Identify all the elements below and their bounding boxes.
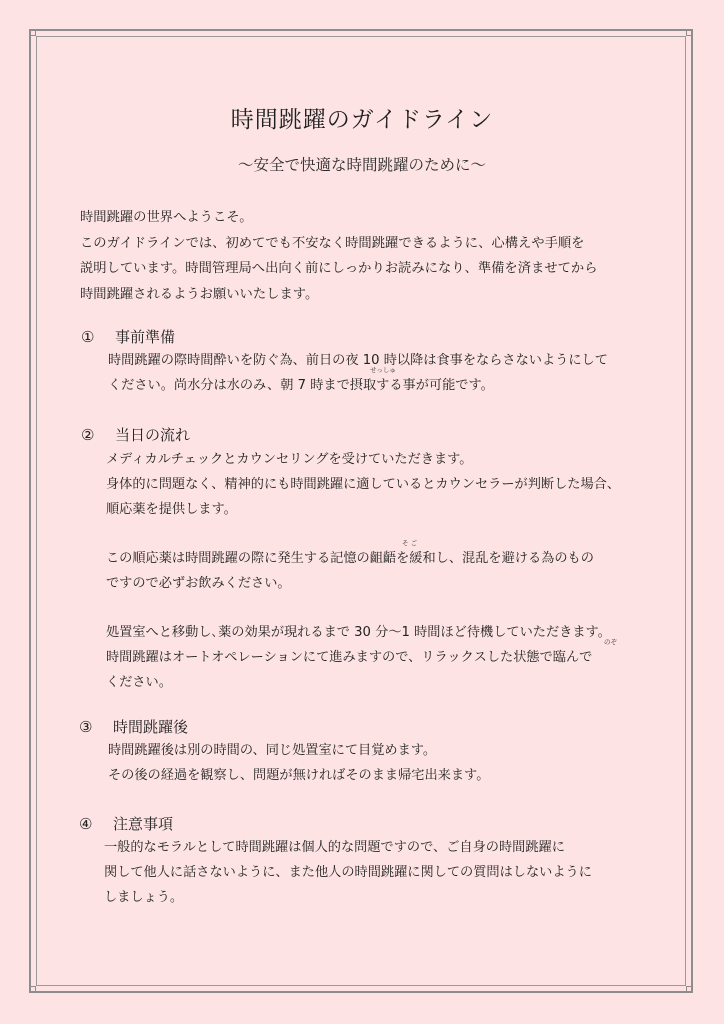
intro-line: 時間跳躍されるようお願いいたします。: [80, 286, 319, 302]
section-body-preparation: [108, 348, 688, 398]
body-line: その後の経過を観察し、問題が無ければそのまま帰宅出来ます。: [108, 768, 490, 783]
ruby-annotation: せっしゅ: [370, 366, 396, 374]
section-heading-after-jump: [79, 716, 188, 737]
body-line: 時間跳躍後は別の時間の、同じ処置室にて目覚めます。: [108, 743, 437, 758]
section-number: ④: [79, 815, 93, 833]
intro-line: 時間跳躍の世界へようこそ。: [80, 210, 253, 225]
intro-line: このガイドラインでは、初めてでも不安なく時間跳躍できるように、心構えや手順を: [80, 235, 585, 251]
section-title: 時間跳躍後: [113, 718, 189, 736]
body-line: メディカルチェックとカウンセリングを受けていただきます。: [106, 452, 473, 467]
section-heading-day-flow: [81, 424, 190, 445]
body-line: 時間跳躍の際時間酔いを防ぐ為、前日の夜 10 時以降は食事をならさないようにして: [108, 353, 608, 368]
body-line: 一般的なモラルとして時間跳躍は個人的な問題ですので、ご自身の時間跳躍に: [104, 840, 565, 855]
body-line: ください。尚水分は水のみ、朝 7 時まで摂取する事が可能です。 せっしゅ: [108, 366, 494, 393]
frame-corner-ornament: [686, 986, 693, 993]
body-line: ください。: [106, 675, 172, 690]
body-line: この順応薬は時間跳躍の際に発生する記憶の齟齬を緩和し、混乱を避ける為のもの そ ご: [106, 539, 594, 566]
body-line: しましょう。: [104, 890, 184, 905]
section-heading-preparation: [81, 326, 175, 347]
section-number: ①: [81, 328, 95, 346]
body-line: 関して他人に話さないように、また他人の時間跳躍に関しての質問はしないように: [104, 865, 592, 880]
section-body-notes: [104, 835, 684, 910]
body-line: ですので必ずお飲みください。: [106, 576, 291, 591]
section-title: 当日の流れ: [115, 426, 191, 444]
frame-corner-ornament: [686, 29, 693, 36]
paragraph-gap: [106, 596, 686, 620]
section-number: ③: [79, 718, 93, 736]
body-line: 身体的に問題なく、精神的にも時間跳躍に適しているとカウンセラーが判断した場合、: [106, 477, 621, 492]
section-title: 注意事項: [113, 815, 174, 833]
body-line: 順応薬を提供します。: [106, 502, 237, 517]
paragraph-gap: [106, 522, 686, 546]
section-body-day-flow: [106, 447, 686, 695]
document-subtitle: 〜安全で快適な時間跳躍のために〜: [237, 156, 486, 174]
body-line: 時間跳躍はオートオペレーションにて進みますので、リラックスした状態で臨んで のぞ: [106, 638, 617, 665]
ruby-annotation: のぞ: [604, 638, 617, 646]
section-title: 事前準備: [115, 328, 176, 346]
frame-corner-ornament: [29, 29, 36, 36]
document-title: 時間跳躍のガイドライン: [230, 107, 494, 133]
body-line: 処置室へと移動し､薬の効果が現れるまで 30 分〜1 時間ほど待機していただきます。: [106, 625, 611, 640]
section-heading-notes: [79, 813, 173, 834]
frame-corner-ornament: [29, 986, 36, 993]
section-number: ②: [81, 426, 95, 444]
intro-line: 説明しています。時間管理局へ出向く前にしっかりお読みになり、準備を済ませてから: [80, 261, 598, 276]
section-body-after-jump: [108, 738, 688, 788]
ruby-annotation: そ ご: [402, 539, 418, 547]
intro-paragraph: [80, 205, 670, 307]
